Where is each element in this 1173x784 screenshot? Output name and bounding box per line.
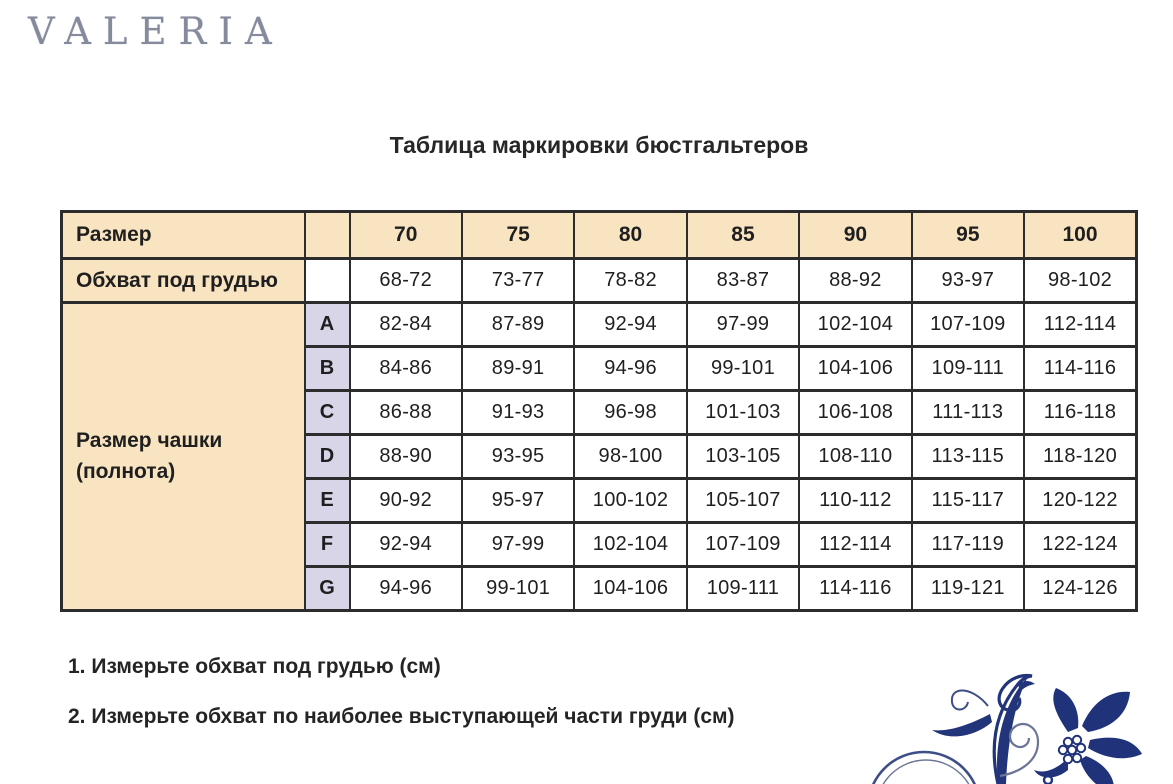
instruction-item: 2. Измерьте обхват по наиболее выступающей части груди (см): [68, 705, 735, 728]
underbust-range-cell: 73-77: [462, 259, 574, 303]
cup-range-cell: 97-99: [687, 303, 799, 347]
cup-range-cell: 106-108: [799, 391, 911, 435]
band-size-header: 75: [462, 212, 574, 259]
underbust-range-cell: 68-72: [350, 259, 462, 303]
cup-range-cell: 116-118: [1024, 391, 1136, 435]
band-size-header: 90: [799, 212, 911, 259]
cup-range-cell: 112-114: [1024, 303, 1136, 347]
cup-range-cell: 101-103: [687, 391, 799, 435]
underbust-range-cell: 88-92: [799, 259, 911, 303]
cup-range-cell: 109-111: [912, 347, 1024, 391]
cup-letter-cell: B: [305, 347, 350, 391]
cup-range-cell: 92-94: [574, 303, 686, 347]
cup-range-cell: 115-117: [912, 479, 1024, 523]
band-size-header: 85: [687, 212, 799, 259]
cup-size-row-label: Размер чашки (полнота): [62, 303, 305, 611]
cup-range-cell: 99-101: [687, 347, 799, 391]
cup-letter-cell: D: [305, 435, 350, 479]
underbust-row-label: Обхват под грудью: [62, 259, 305, 303]
page-title: Таблица маркировки бюстгальтеров: [389, 132, 809, 158]
underbust-range-cell: 98-102: [1024, 259, 1136, 303]
cup-range-cell: 112-114: [799, 523, 911, 567]
cup-range-cell: 92-94: [350, 523, 462, 567]
cup-range-cell: 88-90: [350, 435, 462, 479]
size-row-label: Размер: [62, 212, 305, 259]
cup-range-cell: 120-122: [1024, 479, 1136, 523]
cup-range-cell: 97-99: [462, 523, 574, 567]
blank-corner-cell: [305, 212, 350, 259]
measurement-instructions: [68, 655, 735, 755]
band-size-header: 100: [1024, 212, 1136, 259]
band-size-header: 70: [350, 212, 462, 259]
cup-range-cell: 108-110: [799, 435, 911, 479]
underbust-range-cell: 93-97: [912, 259, 1024, 303]
cup-range-cell: 102-104: [574, 523, 686, 567]
cup-letter-cell: E: [305, 479, 350, 523]
cup-range-cell: 114-116: [799, 567, 911, 611]
cup-range-cell: 111-113: [912, 391, 1024, 435]
cup-range-cell: 109-111: [687, 567, 799, 611]
brand-logo: VALERIA: [28, 10, 284, 53]
cup-range-cell: 103-105: [687, 435, 799, 479]
cup-range-cell: 114-116: [1024, 347, 1136, 391]
cup-range-cell: 96-98: [574, 391, 686, 435]
underbust-range-cell: 83-87: [687, 259, 799, 303]
cup-range-cell: 122-124: [1024, 523, 1136, 567]
cup-range-cell: 119-121: [912, 567, 1024, 611]
cup-range-cell: 113-115: [912, 435, 1024, 479]
cup-letter-cell: C: [305, 391, 350, 435]
band-size-header: 95: [912, 212, 1024, 259]
cup-range-cell: 99-101: [462, 567, 574, 611]
band-size-header: 80: [574, 212, 686, 259]
cup-range-cell: 110-112: [799, 479, 911, 523]
cup-range-cell: 86-88: [350, 391, 462, 435]
cup-range-cell: 87-89: [462, 303, 574, 347]
cup-range-cell: 107-109: [912, 303, 1024, 347]
cup-range-cell: 84-86: [350, 347, 462, 391]
cup-range-cell: 102-104: [799, 303, 911, 347]
floral-ornament-decoration: [872, 668, 1152, 784]
cup-range-cell: 98-100: [574, 435, 686, 479]
cup-range-cell: 90-92: [350, 479, 462, 523]
cup-letter-cell: F: [305, 523, 350, 567]
cup-range-cell: 105-107: [687, 479, 799, 523]
cup-range-cell: 94-96: [574, 347, 686, 391]
cup-range-cell: 95-97: [462, 479, 574, 523]
cup-range-cell: 93-95: [462, 435, 574, 479]
instruction-item: 1. Измерьте обхват под грудью (см): [68, 655, 441, 678]
cup-range-cell: 104-106: [574, 567, 686, 611]
blank-cell: [305, 259, 350, 303]
cup-letter-cell: G: [305, 567, 350, 611]
cup-range-cell: 100-102: [574, 479, 686, 523]
cup-range-cell: 82-84: [350, 303, 462, 347]
cup-range-cell: 117-119: [912, 523, 1024, 567]
cup-range-cell: 94-96: [350, 567, 462, 611]
underbust-range-cell: 78-82: [574, 259, 686, 303]
cup-range-cell: 118-120: [1024, 435, 1136, 479]
cup-range-cell: 124-126: [1024, 567, 1136, 611]
cup-letter-cell: A: [305, 303, 350, 347]
cup-range-cell: 89-91: [462, 347, 574, 391]
cup-range-cell: 91-93: [462, 391, 574, 435]
cup-range-cell: 107-109: [687, 523, 799, 567]
bra-size-table: [60, 210, 1138, 612]
cup-range-cell: 104-106: [799, 347, 911, 391]
